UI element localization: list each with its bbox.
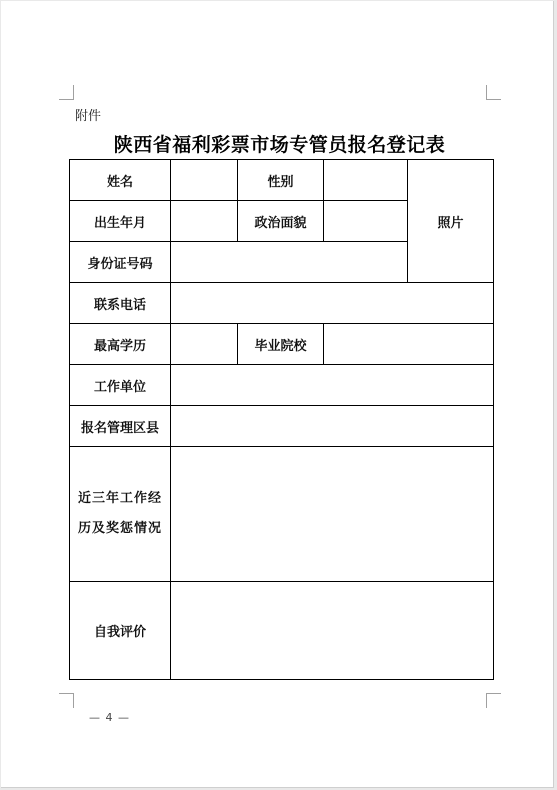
school-field[interactable] (324, 324, 494, 365)
photo-cell[interactable]: 照片 (408, 160, 494, 283)
phone-label: 联系电话 (70, 283, 171, 324)
political-status-label: 政治面貌 (238, 201, 324, 242)
education-field[interactable] (171, 324, 238, 365)
attachment-label: 附件 (75, 109, 102, 124)
registration-form-table (69, 159, 494, 680)
crop-mark-top-left (59, 85, 74, 100)
school-label: 毕业院校 (238, 324, 324, 365)
gender-field[interactable] (324, 160, 408, 201)
experience-field[interactable] (171, 447, 494, 582)
self-evaluation-field[interactable] (171, 582, 494, 680)
district-field[interactable] (171, 406, 494, 447)
employer-label: 工作单位 (70, 365, 171, 406)
page-number: — 4 — (89, 711, 130, 724)
name-label: 姓名 (70, 160, 171, 201)
birth-date-label: 出生年月 (70, 201, 171, 242)
political-status-field[interactable] (324, 201, 408, 242)
id-number-field[interactable] (171, 242, 408, 283)
page-title: 陕西省福利彩票市场专管员报名登记表 (113, 134, 446, 156)
name-field[interactable] (171, 160, 238, 201)
experience-label-cell (70, 447, 171, 582)
education-label: 最高学历 (70, 324, 171, 365)
crop-mark-bottom-right (486, 693, 501, 708)
experience-label-line-2: 历及奖惩情况 (77, 521, 162, 536)
crop-mark-bottom-left (59, 693, 74, 708)
document-page (1, 1, 554, 788)
self-evaluation-label: 自我评价 (70, 582, 171, 680)
crop-mark-top-right (486, 85, 501, 100)
gender-label: 性别 (238, 160, 324, 201)
experience-label-line-1: 近三年工作经 (77, 491, 162, 506)
employer-field[interactable] (171, 365, 494, 406)
district-label: 报名管理区县 (70, 406, 171, 447)
id-number-label: 身份证号码 (70, 242, 171, 283)
birth-date-field[interactable] (171, 201, 238, 242)
phone-field[interactable] (171, 283, 494, 324)
experience-label (78, 484, 162, 544)
